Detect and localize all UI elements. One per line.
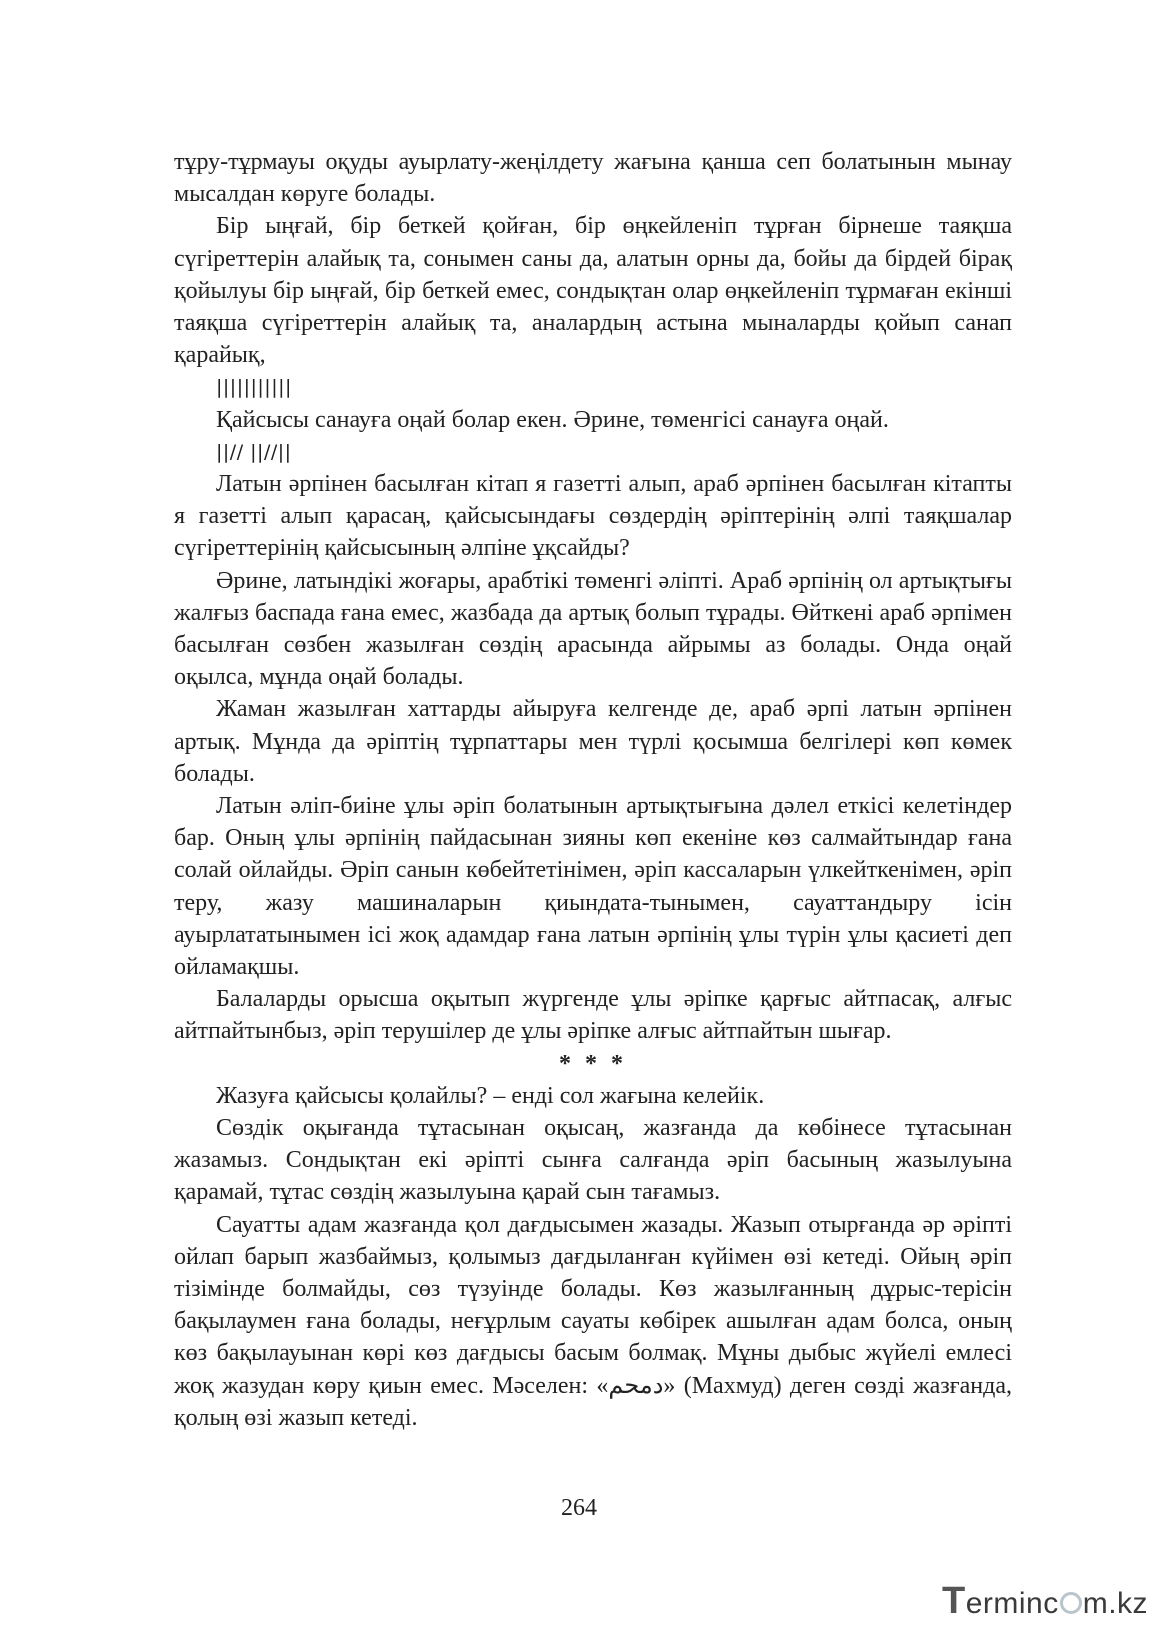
watermark-text-a: ermin	[965, 1587, 1044, 1620]
paragraph-arabic-advantage: Әрине, латындікі жоғары, арабтікі төменгі әліпті. Араб әрпінің ол артықтығы жалғыз баспада ғана емес, жазбада да артық болып тұрады. Өйткені араб әрпімен басылған сөзбен жазылған сөздің арасында айрымы аз болады. Онда оңай оқылса, мұнда оңай болады.	[174, 567, 1012, 691]
paragraph-literate-writing: Сауатты адам жазғанда қол дағдысымен жазады. Жазып отырғанда әр әріпті ойлап барып жазбаймыз, қолымыз дағдыланған күйімен өзі кетеді. Ойың әріп тізімінде болмайды, сөз түзуінде болады. Көз жазылғанның дұрыс-терісін бақылаумен ғана болады, неғұрлым сауаты көбірек ашылған адам болса, оның көз бақылауынан көрі көз дағдысы басым болмақ. Мұны дыбыс жүйелі емлесі жоқ жазудан көру қиын емес. Мәселен: «دمحم» (Махмуд) деген сөзді жазғанда, қолың өзі жазып кетеді.	[174, 1211, 1012, 1431]
terminkom-watermark	[942, 1580, 1148, 1623]
sticks-mixed: ||// ||//||	[216, 440, 292, 463]
paragraph-latin-arabic-books: Латын әрпінен басылған кітап я газетті алып, араб әрпінен басылған кітапты я газетті алып қарасаң, қайсысындағы сөздердің әріптерінің әлпі таяқшалар сүгіреттерінің қайсысының әлпіне ұқсайды?	[174, 471, 1012, 562]
page-number: 264	[561, 1495, 597, 1521]
watermark-initial: T	[942, 1580, 966, 1622]
paragraph-which-easier: Қайсысы санауға оңай болар екен. Әрине, төменгісі санауға оңай.	[216, 406, 889, 433]
watermark-text-c: m.kz	[1082, 1587, 1149, 1620]
sticks-straight: |||||||||||	[216, 376, 292, 399]
paragraph-reading-whole: Сөздік оқығанда тұтасынан оқысаң, жазғанда да көбінесе тұтасынан жазамыз. Сондықтан екі әріпті сынға салғанда әріп басының жазылуына қарамай, тұтас сөздің жазылуына қарай сын тағамыз.	[174, 1115, 1012, 1206]
page-body	[174, 146, 1012, 1434]
paragraph-capital-letters: Латын әліп-биіне ұлы әріп болатынын артықтығына дәлел еткісі келетіндер бар. Оның ұлы әрпінің пайдасынан зияны көп екеніне көз салмайтындар ғана солай ойлайды. Әріп санын көбейтетінімен, әріп кассаларын үлкейткенімен, әріп теру, жазу машиналарын қиындата-тынымен, сауаттандыру ісін ауырлататынымен ісі жоқ адамдар ғана латын әрпінің ұлы түрін ұлы қасиеті деп ойламақшы.	[174, 793, 1012, 981]
ring-icon	[1060, 1592, 1082, 1614]
paragraph-which-convenient: Жазуға қайсысы қолайлы? – енді сол жағына келейік.	[216, 1082, 765, 1109]
paragraph-sticks-intro: Бір ыңғай, бір беткей қойған, бір өңкейленіп тұрған бірнеше таяқша сүгіреттерін алайық та, сонымен саны да, алатын орны да, бойы да бірдей бірақ қойылуы бір ыңғай, бір беткей емес, сондықтан олар өңкейленіп тұрмаған екінші таяқша сүгіреттерін алайық та, аналардың астына мыналарды қойып санап қарайық,	[174, 213, 1012, 369]
paragraph-children-russian: Балаларды орысша оқытып жүргенде ұлы әріпке қарғыс айтпасақ, алғыс айтпайтынбыз, әріп терушілер де ұлы әріпке алғыс айтпайтын шығар.	[174, 986, 1012, 1045]
paragraph-continuation: тұру-тұрмауы оқуды ауырлату-жеңілдету жағына қанша сеп болатынын мынау мысалдан көруге болады.	[174, 149, 1012, 208]
watermark-text-b: c	[1043, 1587, 1059, 1620]
paragraph-bad-handwriting: Жаман жазылған хаттарды айыруға келгенде де, араб әрпі латын әрпінен артық. Мұнда да әріптің тұрпаттары мен түрлі қосымша белгілері көп көмек болады.	[174, 696, 1012, 787]
section-separator: * * *	[559, 1050, 627, 1077]
